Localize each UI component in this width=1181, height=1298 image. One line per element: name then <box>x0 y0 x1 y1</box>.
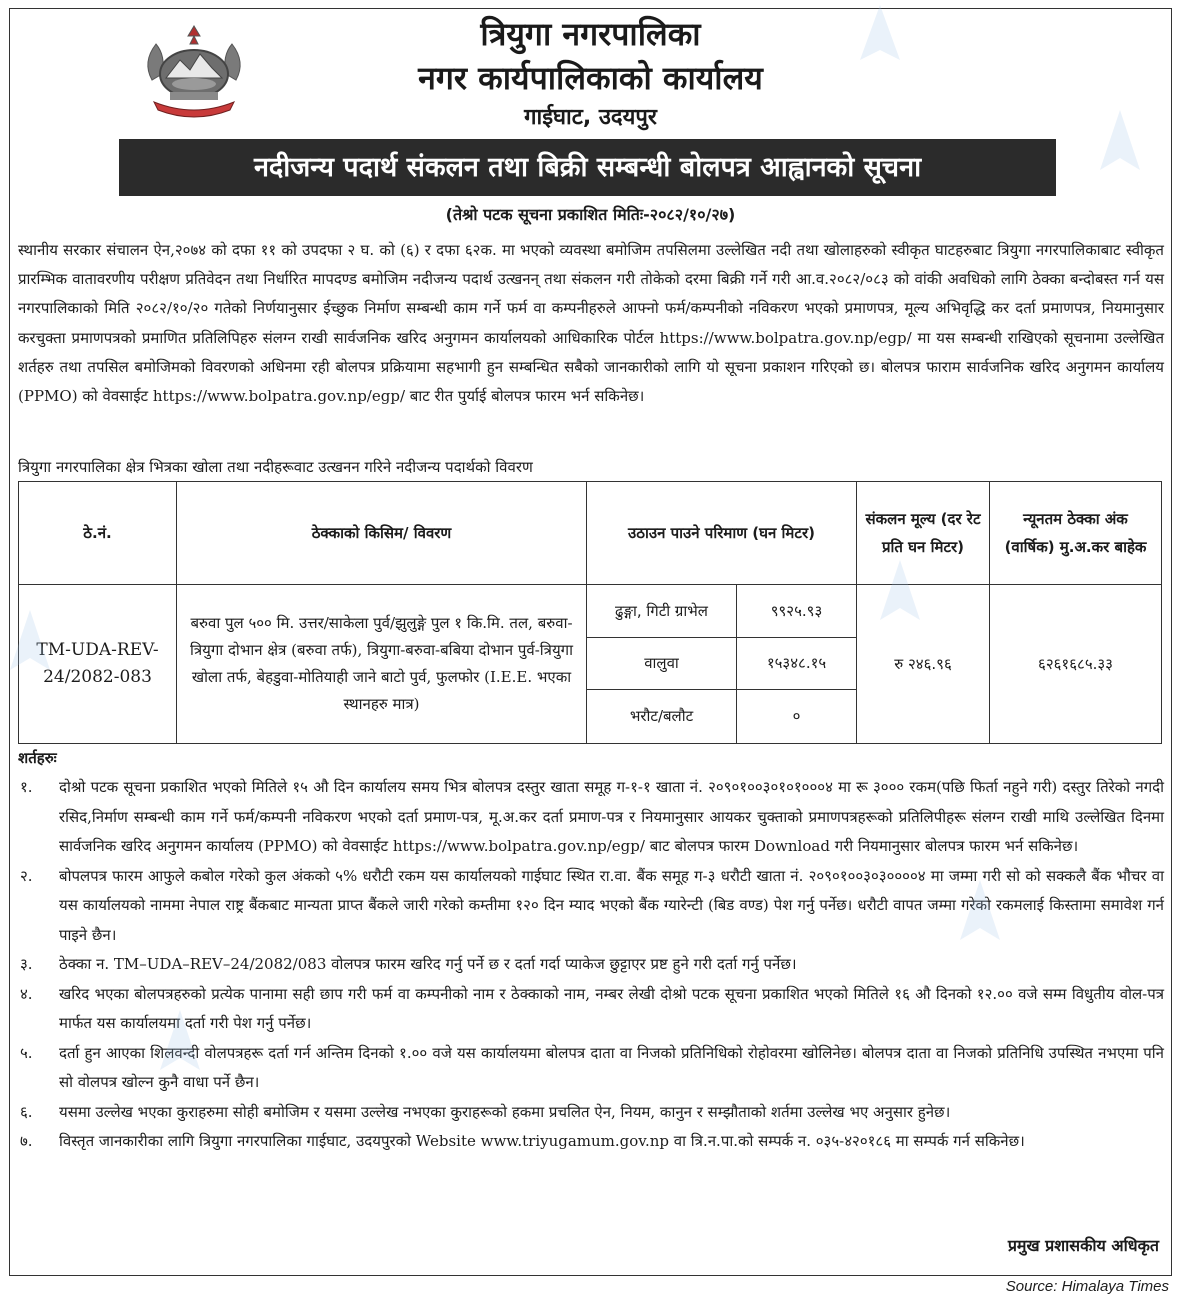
term-number: २. <box>20 866 33 885</box>
source-credit: Source: Himalaya Times <box>1005 1278 1169 1295</box>
term-text: ठेक्का न. TM–UDA–REV–24/2082/083 वोलपत्र फारम खरिद गर्नु पर्ने छ र दर्ता गर्दा प्याकेज छुट्टाएर प्रष्ट हुने गरी दर्ता गर्नु पर्नेछ। <box>59 955 797 973</box>
material-name-cell: वालुवा <box>587 638 737 690</box>
publication-date: (तेश्रो पटक सूचना प्रकाशित मितिः-२०८२/१०/२७) <box>445 205 736 224</box>
term-text: यसमा उल्लेख भएका कुराहरुमा सोही बमोजिम र यसमा उल्लेख नभएका कुराहरूको हकमा प्रचलित ऐन, नियम, कानुन र सम्झौताको शर्तमा उल्लेख भए अनुसार हुनेछ। <box>59 1102 951 1121</box>
collection-rate-cell: रु २४६.९६ <box>857 585 990 744</box>
signatory-title: प्रमुख प्रशासकीय अधिकृत <box>1007 1236 1159 1255</box>
term-number: ६. <box>20 1102 33 1121</box>
term-text: खरिद भएका बोलपत्रहरुको प्रत्येक पानामा सही छाप गरी फर्म वा कम्पनीको नाम र ठेक्काको नाम, नम्बर लेखी दोश्रो पटक सूचना प्रकाशित भएको मितिले १६ औ दिनको १२.०० वजे सम्म विधुतीय वोल-पत्र मार्फत यस कार्यालयमा दर्ता गरी पेश गर्नु पर्नेछ। <box>59 984 1164 1032</box>
material-quantity-cell: ९९२५.९३ <box>737 585 857 638</box>
terms-title: शर्तहरुः <box>18 749 57 767</box>
term-text: विस्तृत जानकारीका लागि त्रियुगा नगरपालिका गाईघाट, उदयपुरको Website www.triyugamum.gov.np वा त्रि.न.पा.को सम्पर्क न. ०३५-४२०१८६ मा सम्पर्क गर्न सकिनेछ। <box>59 1132 1025 1150</box>
organization-name: त्रियुगा नगरपालिका <box>480 15 701 53</box>
header-contract-no: ठे.नं. <box>19 482 177 585</box>
notice-title-banner: नदीजन्य पदार्थ संकलन तथा बिक्री सम्बन्धी बोलपत्र आह्वानको सूचना <box>119 139 1056 196</box>
table-row <box>19 585 1162 638</box>
description-cell: बरुवा पुल ५०० मि. उत्तर/साकेला पुर्व/झुलुङ्गे पुल १ कि.मि. तल, बरुवा-त्रियुगा दोभान क्षेत्र (बरुवा तर्फ), त्रियुगा-बरुवा-बबिया दोभान पुर्व-त्रियुगा खोला तर्फ, बेहडुवा-मोतियाही जाने बाटो पुर्व, फुलफोर (I.E.E. भएका स्थानहरु मात्र) <box>177 585 587 744</box>
list-item <box>18 862 1164 951</box>
table-header-row <box>19 482 1162 585</box>
term-text: दर्ता हुन आएका शिलवन्दी वोलपत्रहरू दर्ता गर्न अन्तिम दिनको १.०० वजे यस कार्यालयमा बोलपत्र दाता वा निजको प्रतिनिधिको रोहोवरमा खोलिनेछ। बोलपत्र दाता वा निजको प्रतिनिधि उपस्थित नभएमा पनि सो वोलपत्र खोल्न कुनै वाधा पर्ने छैन। <box>59 1043 1164 1091</box>
table-caption: त्रियुगा नगरपालिका क्षेत्र भित्रका खोला तथा नदीहरूवाट उत्खनन गरिने नदीजन्य पदार्थको विवरण <box>18 458 533 476</box>
terms-list <box>18 773 1164 1157</box>
office-name: नगर कार्यपालिकाको कार्यालय <box>418 59 763 97</box>
term-text: बोपलपत्र फारम आफुले कबोल गरेको कुल अंकको ५% धरौटी रकम यस कार्यालयको गाईघाट स्थित रा.वा. बैंक समूह ग-३ धरौटी खाता नं. २०९०१००३०३००००४ मा जम्मा गरी सो को सक्कलै बैंक भौचर वा यस कार्यालयको नाममा नेपाल राष्ट्र बैंकबाट मान्यता प्राप्त बैंकले जारी गरेको कम्तीमा १२० दिन म्याद भएको बैंक ग्यारेन्टी (बिड वण्ड) पेश गर्नु पर्नेछ। धरौटी वापत जम्मा गरेको रकमलाई किस्तामा समावेश गर्न पाइने छैन। <box>59 866 1164 944</box>
term-number: १. <box>20 778 33 796</box>
material-quantity-cell: ० <box>737 690 857 744</box>
material-name-cell: ढुङ्गा, गिटी ग्राभेल <box>587 585 737 638</box>
tender-table <box>18 481 1162 744</box>
header-collection-rate: संकलन मूल्य (दर रेट प्रति घन मिटर) <box>857 482 990 585</box>
header-type-description: ठेक्काको किसिम/ विवरण <box>177 482 587 585</box>
intro-paragraph: स्थानीय सरकार संचालन ऐन,२०७४ को दफा ११ को उपदफा २ घ. को (६) र दफा ६२क. मा भएको व्यवस्था बमोजिम तपसिलमा उल्लेखित नदी तथा खोलाहरुको स्वीकृत घाटहरुबाट त्रियुगा नगरपालिकाबाट स्वीकृत प्रारम्भिक वातावरणीय परीक्षण प्रतिवेदन तथा निर्धारित मापदण्ड बमोजिम नदीजन्य पदार्थ उत्खनन् तथा संकलन गरी तोकेको दरमा बिक्री गर्ने गरी आ.व.२०८२/०८३ को वांकी अवधिको लागि ठेक्का बन्दोबस्त गर्न यस नगरपालिकाको मिति २०८२/१०/२० गतेको निर्णयानुसार ईच्छुक निर्माण सम्बन्धी काम गर्ने फर्म वा कम्पनीहरुले आफ्नो फर्म/कम्पनीको नविकरण भएको प्रमाणपत्र, मूल्य अभिवृद्धि कर दर्ता प्रमाणपत्र, नियमानुसार करचुक्ता प्रमाणपत्रको प्रमाणित प्रतिलिपिहरु संलग्न राखी सार्वजनिक खरिद अनुगमन कार्यालयको आधिकारिक पोर्टल https://www.bolpatra.gov.np/egp/ मा यस सम्बन्धी राखिएको सूचनामा उल्लेखित शर्तहरु तथा तपसिल बमोजिमको विवरणको अधिनमा रही बोलपत्र प्रक्रियामा सहभागी हुन सम्बन्धित सबैको जानकारीको लागि यो सूचना प्रकाशन गरिएको छ। बोलपत्र फाराम सार्वजनिक खरिद अनुगमन कार्यालय (PPMO) को वेवसाईट https://www.bolpatra.gov.np/egp/ बाट रीत पुर्याई बोलपत्र फारम भर्न सकिनेछ। <box>18 241 1164 406</box>
term-number: ७. <box>20 1132 33 1150</box>
contract-no-cell: TM-UDA-REV-24/2082-083 <box>19 585 177 744</box>
list-item <box>18 950 1164 980</box>
term-number: ३. <box>20 955 33 973</box>
term-number: ५. <box>20 1043 33 1062</box>
list-item <box>18 773 1164 862</box>
term-text: दोश्रो पटक सूचना प्रकाशित भएको मितिले १५ औ दिन कार्यालय समय भित्र बोलपत्र दस्तुर खाता समूह ग-१-१ खाता नं. २०९०१००३०१०१०००४ मा रू ३००० रकम(पछि फिर्ता नहुने गरी) दस्तुर तिरेको नगदी रसिद,निर्माण सम्बन्धी काम गर्ने फर्म/कम्पनी नविकरण भएको दर्ता प्रमाण-पत्र, मू.अ.कर दर्ता प्रमाण-पत्र र नियमानुसार आयकर चुक्ताको प्रमाणपत्रहरूको प्रतिलिपीहरू संलग्न राखी माथि उल्लेखित दिनमा सार्वजनिक खरिद अनुगमन कार्यालय (PPMO) को वेवसाईट https://www.bolpatra.gov.np/egp/ बाट बोलपत्र फारम Download गरी नियमानुसार बोलपत्र फारम भर्न सकिनेछ। <box>59 778 1164 855</box>
material-quantity-cell: १५३४८.१५ <box>737 638 857 690</box>
list-item <box>18 980 1164 1039</box>
list-item <box>18 1127 1164 1157</box>
header-minimum-bid: न्यूनतम ठेक्का अंक (वार्षिक) मु.अ.कर बाहेक <box>990 482 1162 585</box>
term-number: ४. <box>20 984 33 1003</box>
office-location: गाईघाट, उदयपुर <box>524 105 657 130</box>
list-item <box>18 1039 1164 1098</box>
material-name-cell: भरौट/बलौट <box>587 690 737 744</box>
header-extractable-quantity: उठाउन पाउने परिमाण (घन मिटर) <box>587 482 857 585</box>
minimum-bid-cell: ६२६१६८५.३३ <box>990 585 1162 744</box>
list-item <box>18 1098 1164 1128</box>
